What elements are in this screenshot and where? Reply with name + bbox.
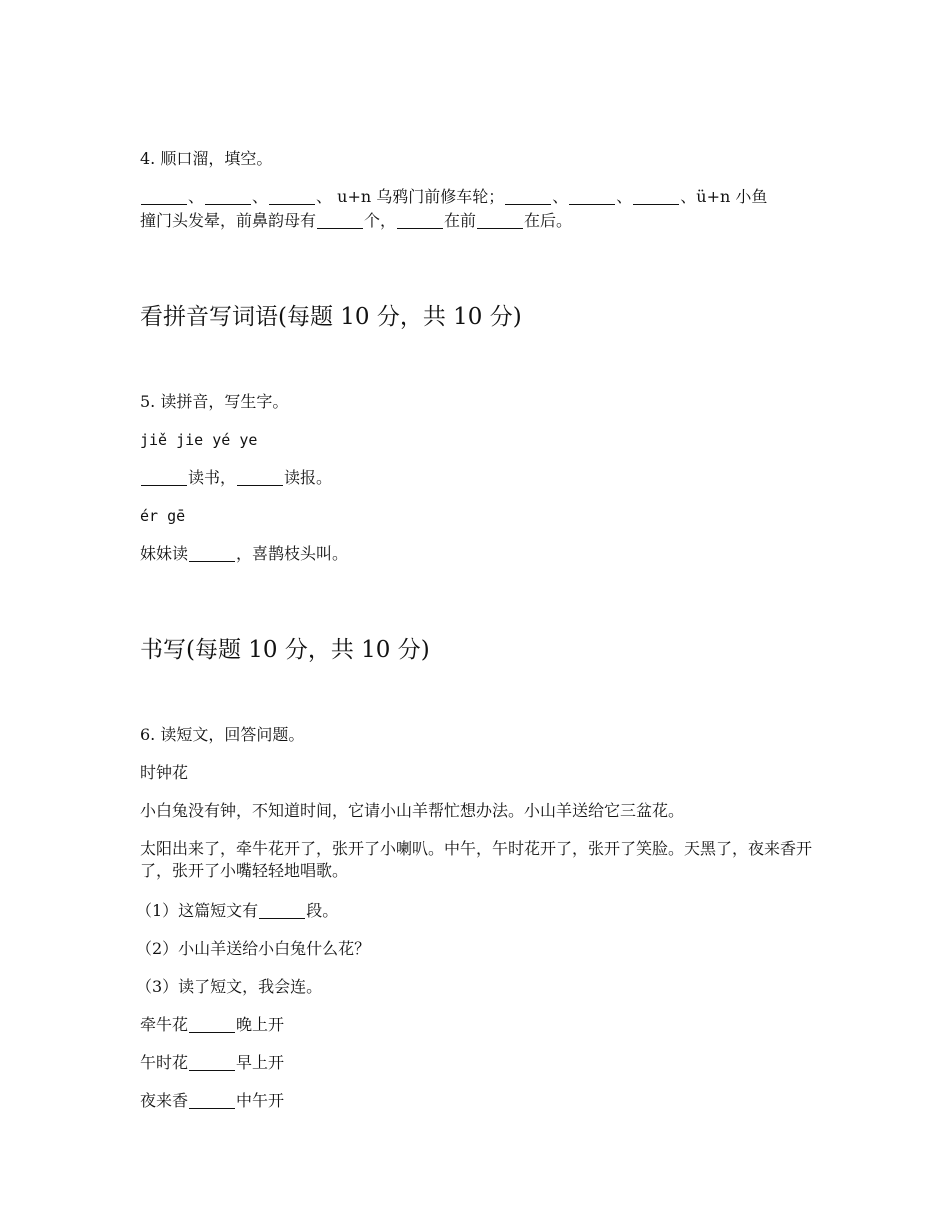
rhyme-text: 在后。 <box>524 211 573 230</box>
section-heading-writing: 书写(每题 10 分，共 10 分) <box>140 637 430 663</box>
match-left: 夜来香 <box>140 1091 189 1110</box>
fill-blank[interactable] <box>269 188 315 205</box>
fill-blank[interactable] <box>237 469 283 486</box>
sentence-text: ，喜鹊枝头叫。 <box>236 544 349 563</box>
pinyin-line-1: jiě jie yé ye <box>140 431 258 449</box>
match-left: 午时花 <box>140 1053 189 1072</box>
rhyme-text: u+n 乌鸦门前修车轮； <box>332 187 505 206</box>
sub-question-text: （1）这篇短文有 <box>136 901 259 920</box>
fill-blank[interactable] <box>141 469 187 486</box>
separator: 、 <box>680 187 697 206</box>
rhyme-text: 个， <box>364 211 397 230</box>
sentence-text: 读报。 <box>284 468 333 487</box>
sentence-text: 读书， <box>188 468 237 487</box>
match-right: 中午开 <box>236 1091 285 1110</box>
match-right: 早上开 <box>236 1053 285 1072</box>
fill-blank[interactable] <box>505 188 551 205</box>
fill-blank[interactable] <box>205 188 251 205</box>
fill-blank[interactable] <box>141 188 187 205</box>
fill-blank[interactable] <box>477 212 523 229</box>
sentence-text: 妹妹读 <box>140 544 189 563</box>
match-right: 晚上开 <box>236 1015 285 1034</box>
rhyme-text: 撞门头发晕，前鼻韵母有 <box>140 211 317 230</box>
question-4-line-2 <box>140 210 830 232</box>
passage-paragraph-1: 小白兔没有钟，不知道时间，它请小山羊帮忙想办法。小山羊送给它三盆花。 <box>140 801 685 820</box>
sub-question-1 <box>136 900 826 922</box>
rhyme-text: ü+n 小鱼 <box>696 187 768 206</box>
fill-blank[interactable] <box>189 1016 235 1033</box>
match-row <box>140 1090 830 1112</box>
section-heading-pinyin: 看拼音写词语(每题 10 分，共 10 分) <box>140 304 522 330</box>
question-4-title: 4. 顺口溜，填空。 <box>140 149 273 168</box>
separator: 、 <box>188 187 205 206</box>
match-row <box>140 1052 830 1074</box>
match-row <box>140 1014 830 1036</box>
passage-title: 时钟花 <box>140 763 189 782</box>
fill-blank[interactable] <box>259 902 305 919</box>
fill-blank[interactable] <box>569 188 615 205</box>
fill-blank[interactable] <box>189 1054 235 1071</box>
question-4-line-1 <box>140 186 830 208</box>
separator: 、 <box>316 187 333 206</box>
fill-blank[interactable] <box>633 188 679 205</box>
question-6-title: 6. 读短文，回答问题。 <box>140 725 305 744</box>
fill-blank[interactable] <box>189 1092 235 1109</box>
question-5-title: 5. 读拼音，写生字。 <box>140 392 289 411</box>
fill-blank[interactable] <box>317 212 363 229</box>
separator: 、 <box>552 187 569 206</box>
question-5-line-2 <box>140 543 830 565</box>
separator: 、 <box>252 187 269 206</box>
pinyin-line-2: ér gē <box>140 507 186 525</box>
separator: 、 <box>616 187 633 206</box>
fill-blank[interactable] <box>397 212 443 229</box>
sub-question-3: （3）读了短文，我会连。 <box>136 977 323 996</box>
match-left: 牵牛花 <box>140 1015 189 1034</box>
question-5-line-1 <box>140 467 830 489</box>
sub-question-text: 段。 <box>306 901 339 920</box>
passage-paragraph-2: 太阳出来了，牵牛花开了，张开了小喇叭。中午，午时花开了，张开了笑脸。天黑了，夜来香开了，张开了小嘴轻轻地唱歌。 <box>140 839 813 880</box>
fill-blank[interactable] <box>189 545 235 562</box>
sub-question-2: （2）小山羊送给小白兔什么花？ <box>136 939 371 958</box>
rhyme-text: 在前 <box>444 211 477 230</box>
